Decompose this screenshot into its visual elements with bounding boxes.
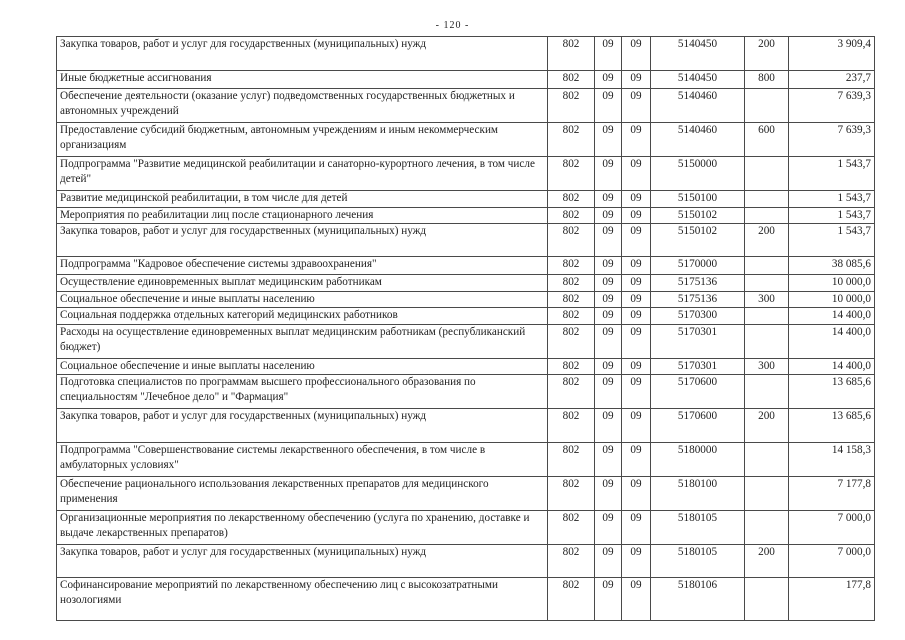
expense-type-cell <box>745 511 789 545</box>
table-row <box>57 191 875 208</box>
ministry-code-cell: 802 <box>548 123 595 157</box>
section-code-cell: 09 <box>595 275 622 292</box>
row-name-cell: Закупка товаров, работ и услуг для государственных (муниципальных) нужд <box>57 37 548 71</box>
row-name-cell: Мероприятия по реабилитации лиц после стационарного лечения <box>57 208 548 224</box>
target-article-cell: 5170301 <box>651 325 745 359</box>
expense-type-cell: 300 <box>745 292 789 308</box>
row-name-cell: Подпрограмма "Кадровое обеспечение системы здравоохранения" <box>57 257 548 275</box>
amount-cell: 10 000,0 <box>789 275 875 292</box>
target-article-cell: 5180105 <box>651 511 745 545</box>
amount-cell: 14 400,0 <box>789 359 875 375</box>
amount-cell: 14 400,0 <box>789 308 875 325</box>
section-code-cell: 09 <box>595 292 622 308</box>
expense-type-cell: 600 <box>745 123 789 157</box>
ministry-code-cell: 802 <box>548 257 595 275</box>
target-article-cell: 5150100 <box>651 191 745 208</box>
target-article-cell: 5180106 <box>651 578 745 621</box>
amount-cell: 1 543,7 <box>789 157 875 191</box>
target-article-cell: 5175136 <box>651 292 745 308</box>
expense-type-cell <box>745 157 789 191</box>
row-name-cell: Развитие медицинской реабилитации, в том числе для детей <box>57 191 548 208</box>
section-code-cell: 09 <box>595 37 622 71</box>
table-row <box>57 443 875 477</box>
table-row <box>57 545 875 578</box>
ministry-code-cell: 802 <box>548 292 595 308</box>
subsection-code-cell: 09 <box>622 89 651 123</box>
target-article-cell: 5150102 <box>651 208 745 224</box>
expense-type-cell <box>745 275 789 292</box>
expense-type-cell: 200 <box>745 545 789 578</box>
ministry-code-cell: 802 <box>548 375 595 409</box>
row-name-cell: Иные бюджетные ассигнования <box>57 71 548 89</box>
row-name-cell: Предоставление субсидий бюджетным, автономным учреждениям и иным некоммерческим организациям <box>57 123 548 157</box>
table-row <box>57 257 875 275</box>
target-article-cell: 5140450 <box>651 71 745 89</box>
subsection-code-cell: 09 <box>622 208 651 224</box>
subsection-code-cell: 09 <box>622 409 651 443</box>
amount-cell: 38 085,6 <box>789 257 875 275</box>
expense-type-cell <box>745 578 789 621</box>
section-code-cell: 09 <box>595 224 622 257</box>
target-article-cell: 5170600 <box>651 375 745 409</box>
expense-type-cell <box>745 257 789 275</box>
target-article-cell: 5140460 <box>651 89 745 123</box>
amount-cell: 14 158,3 <box>789 443 875 477</box>
amount-cell: 7 639,3 <box>789 89 875 123</box>
target-article-cell: 5170300 <box>651 308 745 325</box>
section-code-cell: 09 <box>595 208 622 224</box>
ministry-code-cell: 802 <box>548 325 595 359</box>
ministry-code-cell: 802 <box>548 37 595 71</box>
subsection-code-cell: 09 <box>622 308 651 325</box>
amount-cell: 7 000,0 <box>789 545 875 578</box>
row-name-cell: Социальная поддержка отдельных категорий медицинских работников <box>57 308 548 325</box>
row-name-cell: Закупка товаров, работ и услуг для государственных (муниципальных) нужд <box>57 409 548 443</box>
section-code-cell: 09 <box>595 409 622 443</box>
expense-type-cell <box>745 89 789 123</box>
row-name-cell: Организационные мероприятия по лекарственному обеспечению (услуга по хранению, доставке и выдаче лекарственных препаратов) <box>57 511 548 545</box>
expense-type-cell: 200 <box>745 224 789 257</box>
subsection-code-cell: 09 <box>622 325 651 359</box>
expense-type-cell <box>745 477 789 511</box>
target-article-cell: 5150102 <box>651 224 745 257</box>
target-article-cell: 5180100 <box>651 477 745 511</box>
section-code-cell: 09 <box>595 71 622 89</box>
section-code-cell: 09 <box>595 477 622 511</box>
subsection-code-cell: 09 <box>622 37 651 71</box>
table-row <box>57 224 875 257</box>
expense-type-cell: 200 <box>745 37 789 71</box>
amount-cell: 3 909,4 <box>789 37 875 71</box>
amount-cell: 13 685,6 <box>789 375 875 409</box>
subsection-code-cell: 09 <box>622 578 651 621</box>
table-row <box>57 292 875 308</box>
subsection-code-cell: 09 <box>622 224 651 257</box>
target-article-cell: 5180000 <box>651 443 745 477</box>
section-code-cell: 09 <box>595 511 622 545</box>
row-name-cell: Социальное обеспечение и иные выплаты населению <box>57 292 548 308</box>
subsection-code-cell: 09 <box>622 511 651 545</box>
amount-cell: 7 177,8 <box>789 477 875 511</box>
expense-type-cell <box>745 191 789 208</box>
table-row <box>57 578 875 621</box>
amount-cell: 237,7 <box>789 71 875 89</box>
ministry-code-cell: 802 <box>548 545 595 578</box>
amount-cell: 1 543,7 <box>789 191 875 208</box>
section-code-cell: 09 <box>595 375 622 409</box>
section-code-cell: 09 <box>595 545 622 578</box>
target-article-cell: 5170000 <box>651 257 745 275</box>
table-row <box>57 123 875 157</box>
amount-cell: 1 543,7 <box>789 224 875 257</box>
section-code-cell: 09 <box>595 308 622 325</box>
row-name-cell: Обеспечение деятельности (оказание услуг) подведомственных государственных бюджетных и автономных учреждений <box>57 89 548 123</box>
amount-cell: 10 000,0 <box>789 292 875 308</box>
table-row <box>57 375 875 409</box>
subsection-code-cell: 09 <box>622 359 651 375</box>
subsection-code-cell: 09 <box>622 275 651 292</box>
table-row <box>57 409 875 443</box>
subsection-code-cell: 09 <box>622 123 651 157</box>
expense-type-cell: 200 <box>745 409 789 443</box>
target-article-cell: 5175136 <box>651 275 745 292</box>
row-name-cell: Социальное обеспечение и иные выплаты населению <box>57 359 548 375</box>
ministry-code-cell: 802 <box>548 359 595 375</box>
table-row <box>57 157 875 191</box>
ministry-code-cell: 802 <box>548 191 595 208</box>
subsection-code-cell: 09 <box>622 257 651 275</box>
subsection-code-cell: 09 <box>622 477 651 511</box>
row-name-cell: Обеспечение рационального использования лекарственных препаратов для медицинского применения <box>57 477 548 511</box>
ministry-code-cell: 802 <box>548 477 595 511</box>
subsection-code-cell: 09 <box>622 443 651 477</box>
table-row <box>57 325 875 359</box>
section-code-cell: 09 <box>595 257 622 275</box>
expense-type-cell <box>745 443 789 477</box>
row-name-cell: Осуществление единовременных выплат медицинским работникам <box>57 275 548 292</box>
row-name-cell: Закупка товаров, работ и услуг для государственных (муниципальных) нужд <box>57 224 548 257</box>
amount-cell: 7 639,3 <box>789 123 875 157</box>
section-code-cell: 09 <box>595 123 622 157</box>
section-code-cell: 09 <box>595 578 622 621</box>
row-name-cell: Закупка товаров, работ и услуг для государственных (муниципальных) нужд <box>57 545 548 578</box>
table-row <box>57 477 875 511</box>
ministry-code-cell: 802 <box>548 409 595 443</box>
row-name-cell: Расходы на осуществление единовременных выплат медицинским работникам (республиканский бюджет) <box>57 325 548 359</box>
table-row <box>57 359 875 375</box>
amount-cell: 13 685,6 <box>789 409 875 443</box>
amount-cell: 14 400,0 <box>789 325 875 359</box>
expense-type-cell <box>745 208 789 224</box>
amount-cell: 177,8 <box>789 578 875 621</box>
ministry-code-cell: 802 <box>548 443 595 477</box>
ministry-code-cell: 802 <box>548 89 595 123</box>
ministry-code-cell: 802 <box>548 511 595 545</box>
ministry-code-cell: 802 <box>548 275 595 292</box>
subsection-code-cell: 09 <box>622 545 651 578</box>
section-code-cell: 09 <box>595 157 622 191</box>
target-article-cell: 5170301 <box>651 359 745 375</box>
subsection-code-cell: 09 <box>622 71 651 89</box>
expense-type-cell <box>745 308 789 325</box>
ministry-code-cell: 802 <box>548 578 595 621</box>
expense-type-cell <box>745 375 789 409</box>
table-row <box>57 208 875 224</box>
budget-table-body <box>57 37 875 621</box>
target-article-cell: 5180105 <box>651 545 745 578</box>
section-code-cell: 09 <box>595 443 622 477</box>
section-code-cell: 09 <box>595 325 622 359</box>
ministry-code-cell: 802 <box>548 157 595 191</box>
subsection-code-cell: 09 <box>622 191 651 208</box>
row-name-cell: Подпрограмма "Развитие медицинской реабилитации и санаторно-курортного лечения, в том числе детей" <box>57 157 548 191</box>
subsection-code-cell: 09 <box>622 375 651 409</box>
section-code-cell: 09 <box>595 89 622 123</box>
budget-table <box>56 36 875 621</box>
subsection-code-cell: 09 <box>622 292 651 308</box>
ministry-code-cell: 802 <box>548 224 595 257</box>
target-article-cell: 5150000 <box>651 157 745 191</box>
row-name-cell: Подпрограмма "Совершенствование системы лекарственного обеспечения, в том числе в амбулаторных условиях" <box>57 443 548 477</box>
target-article-cell: 5170600 <box>651 409 745 443</box>
table-row <box>57 308 875 325</box>
section-code-cell: 09 <box>595 359 622 375</box>
ministry-code-cell: 802 <box>548 208 595 224</box>
target-article-cell: 5140460 <box>651 123 745 157</box>
ministry-code-cell: 802 <box>548 71 595 89</box>
table-row <box>57 275 875 292</box>
amount-cell: 1 543,7 <box>789 208 875 224</box>
table-row <box>57 37 875 71</box>
target-article-cell: 5140450 <box>651 37 745 71</box>
subsection-code-cell: 09 <box>622 157 651 191</box>
table-row <box>57 511 875 545</box>
row-name-cell: Подготовка специалистов по программам высшего профессионального образования по специальностям "Лечебное дело" и "Фармация" <box>57 375 548 409</box>
expense-type-cell <box>745 325 789 359</box>
amount-cell: 7 000,0 <box>789 511 875 545</box>
table-row <box>57 71 875 89</box>
expense-type-cell: 300 <box>745 359 789 375</box>
page-number: - 120 - <box>435 20 470 31</box>
row-name-cell: Софинансирование мероприятий по лекарственному обеспечению лиц с высокозатратными нозологиями <box>57 578 548 621</box>
table-row <box>57 89 875 123</box>
section-code-cell: 09 <box>595 191 622 208</box>
expense-type-cell: 800 <box>745 71 789 89</box>
ministry-code-cell: 802 <box>548 308 595 325</box>
